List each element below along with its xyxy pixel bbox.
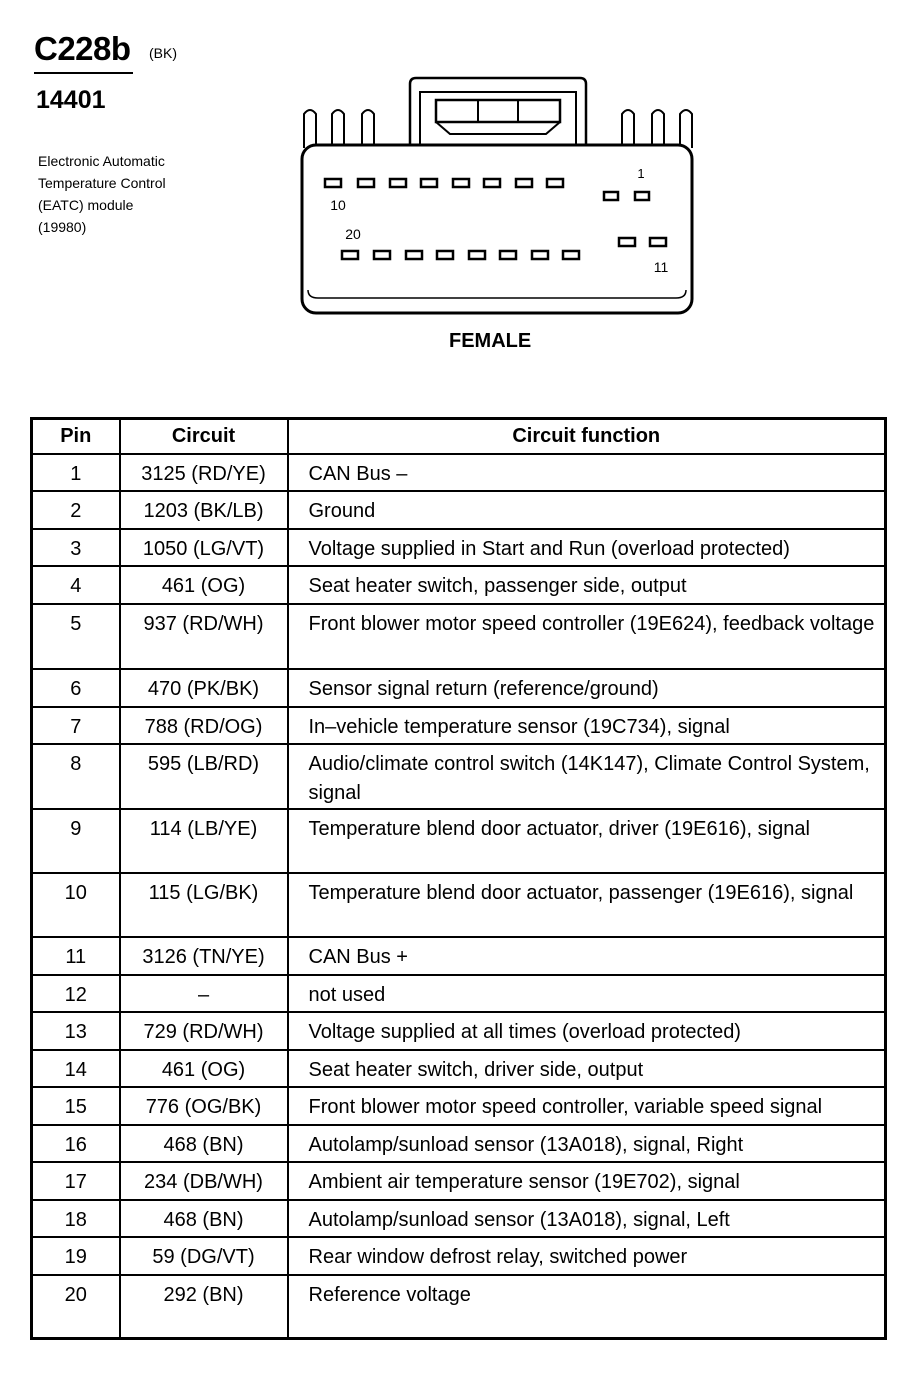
pin-label-1: 1 (637, 166, 645, 181)
pin-label-11: 11 (653, 259, 669, 275)
function-cell: CAN Bus – (288, 454, 886, 491)
left-rib (362, 110, 374, 148)
table-row (32, 1237, 886, 1275)
circuit-cell: 595 (LB/RD) (120, 744, 288, 809)
pin-cell: 18 (32, 1200, 120, 1237)
table-row (32, 669, 886, 707)
description-line: (EATC) module (38, 197, 134, 213)
pin-cell: 17 (32, 1162, 120, 1200)
circuit-cell: 729 (RD/WH) (120, 1012, 288, 1050)
pin-label-20: 20 (345, 226, 361, 242)
pin-cell: 16 (32, 1125, 120, 1162)
pin-cell: 1 (32, 454, 120, 491)
function-cell: Voltage supplied at all times (overload protected) (288, 1012, 886, 1050)
circuit-cell: 468 (BN) (120, 1200, 288, 1237)
pin-cell: 6 (32, 669, 120, 707)
circuit-cell: 1050 (LG/VT) (120, 529, 288, 566)
circuit-cell: 3126 (TN/YE) (120, 937, 288, 975)
pin-cell: 9 (32, 809, 120, 873)
function-cell: Seat heater switch, driver side, output (288, 1050, 886, 1087)
table-row (32, 454, 886, 491)
circuit-cell: 115 (LG/BK) (120, 873, 288, 937)
function-cell: Sensor signal return (reference/ground) (288, 669, 886, 707)
table-row (32, 491, 886, 529)
function-cell: Reference voltage (288, 1275, 886, 1339)
part-number: 14401 (36, 86, 106, 114)
circuit-cell: 59 (DG/VT) (120, 1237, 288, 1275)
left-rib (304, 110, 316, 148)
pin-cell: 20 (32, 1275, 120, 1339)
table-row (32, 937, 886, 975)
function-cell: In–vehicle temperature sensor (19C734), signal (288, 707, 886, 744)
pin-cell: 10 (32, 873, 120, 937)
table-row (32, 1087, 886, 1125)
column-header-pin: Pin (32, 419, 120, 455)
pin-cell: 14 (32, 1050, 120, 1087)
table-row (32, 1125, 886, 1162)
table-row (32, 1012, 886, 1050)
function-cell: Seat heater switch, passenger side, output (288, 566, 886, 604)
function-cell: Front blower motor speed controller, variable speed signal (288, 1087, 886, 1125)
function-cell: not used (288, 975, 886, 1012)
table-row (32, 1162, 886, 1200)
circuit-cell: 470 (PK/BK) (120, 669, 288, 707)
circuit-cell: 937 (RD/WH) (120, 604, 288, 669)
function-cell: Temperature blend door actuator, driver (19E616), signal (288, 809, 886, 873)
circuit-cell: 461 (OG) (120, 566, 288, 604)
column-header-function: Circuit function (288, 419, 886, 455)
latch-window (436, 100, 560, 122)
function-cell: Autolamp/sunload sensor (13A018), signal, Right (288, 1125, 886, 1162)
right-rib (622, 110, 634, 148)
connector-color: (BK) (149, 45, 177, 61)
circuit-cell: – (120, 975, 288, 1012)
table-row (32, 707, 886, 744)
circuit-cell: 3125 (RD/YE) (120, 454, 288, 491)
circuit-cell: 461 (OG) (120, 1050, 288, 1087)
right-rib (652, 110, 664, 148)
function-cell: Ground (288, 491, 886, 529)
circuit-cell: 788 (RD/OG) (120, 707, 288, 744)
table-row (32, 1050, 886, 1087)
table-row (32, 1275, 886, 1339)
table-row (32, 529, 886, 566)
pin-cell: 5 (32, 604, 120, 669)
pin-cell: 7 (32, 707, 120, 744)
circuit-cell: 114 (LB/YE) (120, 809, 288, 873)
pin-cell: 8 (32, 744, 120, 809)
function-cell: CAN Bus + (288, 937, 886, 975)
circuit-cell: 234 (DB/WH) (120, 1162, 288, 1200)
table-row (32, 604, 886, 669)
description-line: Temperature Control (38, 175, 166, 191)
connector-gender-label: FEMALE (449, 330, 532, 352)
table-row (32, 873, 886, 937)
circuit-cell: 468 (BN) (120, 1125, 288, 1162)
pin-cell: 2 (32, 491, 120, 529)
header-underline (34, 72, 133, 74)
connector-face-diagram (296, 70, 696, 320)
function-cell: Autolamp/sunload sensor (13A018), signal, Left (288, 1200, 886, 1237)
circuit-cell: 776 (OG/BK) (120, 1087, 288, 1125)
connector-code: C228b (34, 30, 131, 67)
table-row (32, 975, 886, 1012)
function-cell: Ambient air temperature sensor (19E702), signal (288, 1162, 886, 1200)
circuit-cell: 1203 (BK/LB) (120, 491, 288, 529)
function-cell: Rear window defrost relay, switched power (288, 1237, 886, 1275)
column-header-circuit: Circuit (120, 419, 288, 455)
pin-cell: 4 (32, 566, 120, 604)
left-rib (332, 110, 344, 148)
function-cell: Voltage supplied in Start and Run (overload protected) (288, 529, 886, 566)
function-cell: Temperature blend door actuator, passenger (19E616), signal (288, 873, 886, 937)
function-cell: Audio/climate control switch (14K147), Climate Control System, signal (288, 744, 886, 809)
pin-label-10: 10 (330, 197, 346, 213)
pin-cell: 19 (32, 1237, 120, 1275)
right-rib (680, 110, 692, 148)
module-description (38, 150, 166, 238)
pin-cell: 3 (32, 529, 120, 566)
description-line: (19980) (38, 219, 87, 235)
table-row (32, 566, 886, 604)
table-header-row (32, 419, 886, 455)
pin-cell: 13 (32, 1012, 120, 1050)
function-cell: Front blower motor speed controller (19E624), feedback voltage (288, 604, 886, 669)
table-row (32, 809, 886, 873)
pin-cell: 15 (32, 1087, 120, 1125)
pin-cell: 11 (32, 937, 120, 975)
circuit-cell: 292 (BN) (120, 1275, 288, 1339)
latch-channel (436, 122, 560, 134)
pin-cell: 12 (32, 975, 120, 1012)
table-row (32, 744, 886, 809)
pinout-table (30, 417, 887, 1340)
table-row (32, 1200, 886, 1237)
description-line: Electronic Automatic (38, 153, 165, 169)
